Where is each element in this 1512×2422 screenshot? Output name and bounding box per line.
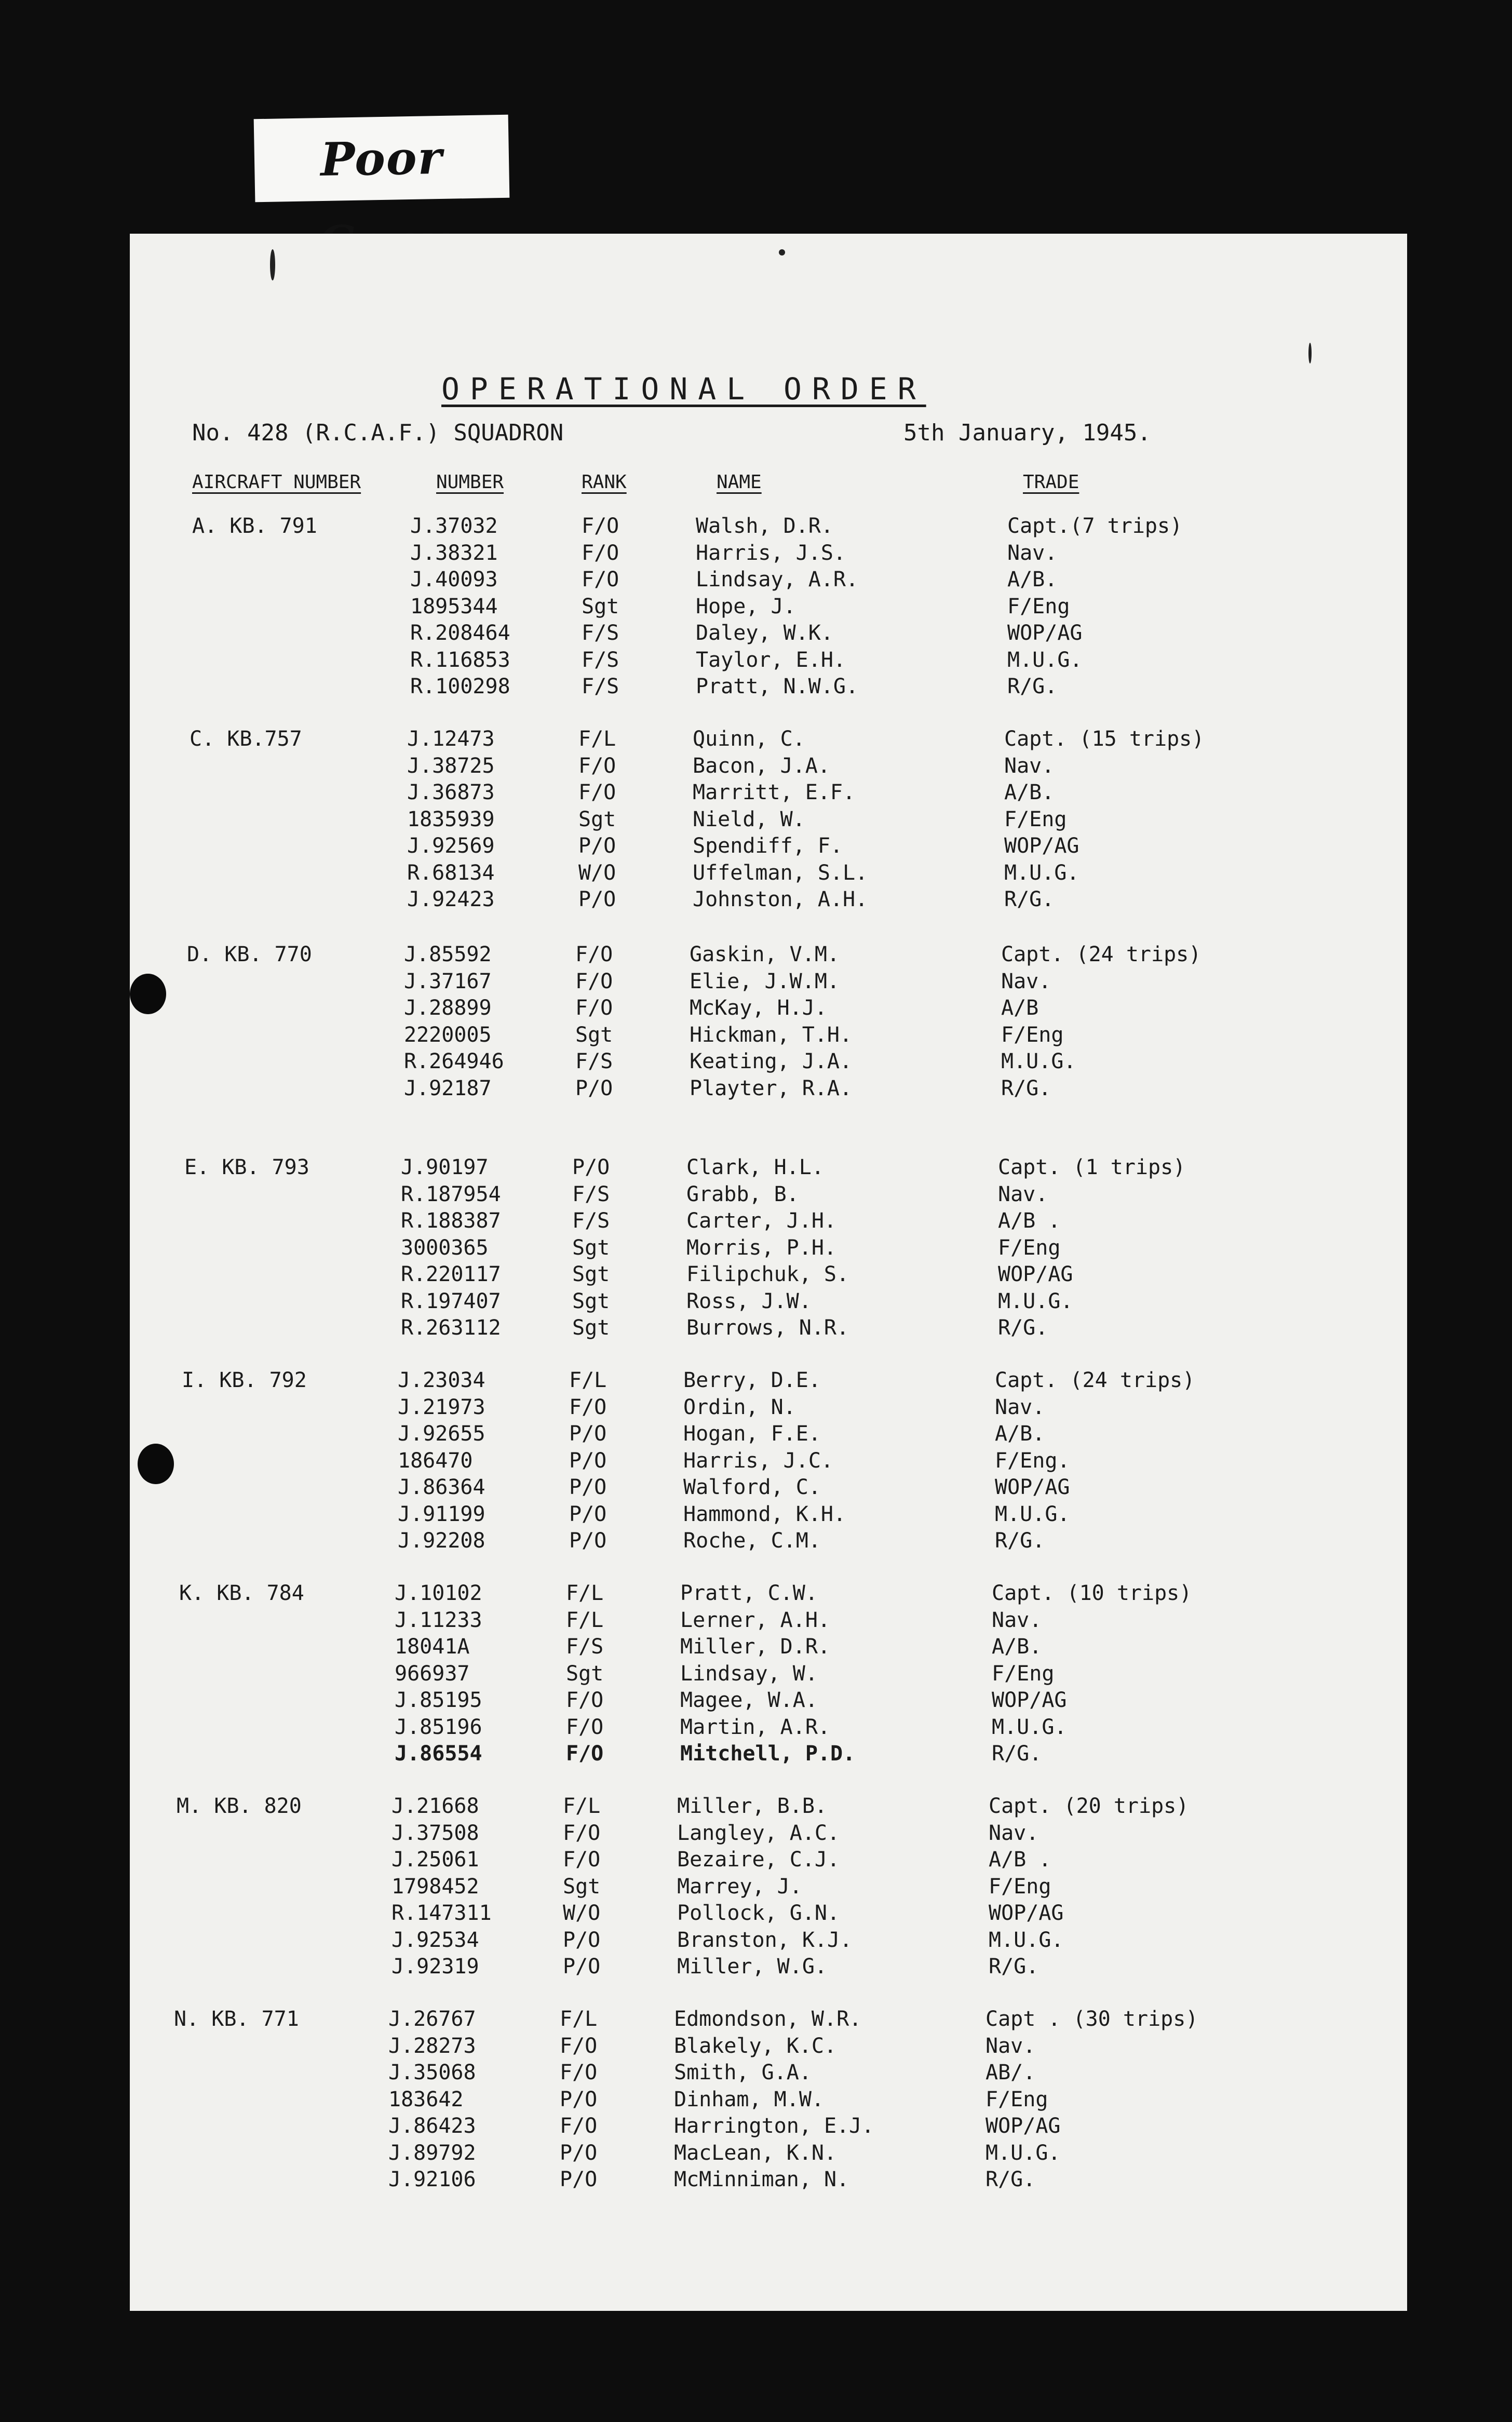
crew-number: R.264946 <box>404 1049 504 1073</box>
aircraft-number: K. KB. 784 <box>179 1581 304 1605</box>
crew-name: Miller, D.R. <box>680 1635 830 1659</box>
crew-rank: P/O <box>563 1955 601 1979</box>
crew-rank: W/O <box>563 1901 601 1925</box>
crew-member-row <box>130 781 1407 808</box>
crew-number: J.90197 <box>401 1155 489 1179</box>
header-trade: TRADE <box>1023 472 1079 493</box>
crew-trade: A/B. <box>1004 781 1055 804</box>
crew-name: Uffelman, S.L. <box>693 860 868 885</box>
crew-name: Pratt, C.W. <box>680 1581 818 1605</box>
crew-rank: Sgt <box>582 594 619 618</box>
crew-number: R.188387 <box>401 1209 501 1233</box>
crew-name: Pratt, N.W.G. <box>696 675 859 698</box>
crew-member-row <box>130 1875 1407 1902</box>
crew-number: J.38725 <box>407 753 495 778</box>
crew-rank: F/L <box>566 1581 604 1605</box>
crew-number: J.85196 <box>395 1715 482 1739</box>
crew-number: J.91199 <box>398 1502 485 1526</box>
crew-member-row <box>130 1289 1407 1316</box>
crew-rank: F/O <box>560 2034 598 2058</box>
crew-name: Blakely, K.C. <box>674 2034 837 2058</box>
header-name: NAME <box>717 472 762 493</box>
crew-member-row <box>130 727 1407 754</box>
crew-name: Johnston, A.H. <box>693 887 868 911</box>
crew-number: J.38321 <box>410 541 498 565</box>
crew-number: J.36873 <box>407 781 495 804</box>
crew-rank: P/O <box>569 1529 607 1553</box>
crew-number: R.68134 <box>407 860 495 885</box>
crew-name: Carter, J.H. <box>686 1209 836 1233</box>
crew-member-row <box>130 2034 1407 2061</box>
crew-trade: F/Eng <box>1007 594 1070 618</box>
crew-member-row <box>130 1821 1407 1848</box>
crew-number: J.92423 <box>407 887 495 911</box>
crew-rank: F/L <box>578 727 616 751</box>
crew-member-row <box>130 1715 1407 1742</box>
crew-rank: F/O <box>563 1821 601 1845</box>
crew-number: J.92534 <box>392 1928 479 1952</box>
crew-name: Hickman, T.H. <box>690 1022 853 1047</box>
crew-name: Ross, J.W. <box>686 1289 812 1313</box>
crew-rank: F/O <box>566 1688 604 1712</box>
crew-rank: P/O <box>560 2087 598 2111</box>
crew-rank: P/O <box>563 1928 601 1952</box>
crew-rank: P/O <box>578 887 616 911</box>
crew-number: 1835939 <box>407 807 495 831</box>
crew-number: J.35068 <box>388 2061 476 2084</box>
crew-name: Filipchuk, S. <box>686 1262 849 1286</box>
crew-rank: F/S <box>582 675 619 698</box>
crew-rank: P/O <box>569 1502 607 1526</box>
crew-name: Bezaire, C.J. <box>677 1848 840 1872</box>
crew-number: R.187954 <box>401 1182 501 1206</box>
crew-trade: WOP/AG <box>998 1262 1073 1286</box>
crew-name: Walford, C. <box>683 1475 821 1499</box>
crew-trade: F/Eng <box>986 2087 1048 2111</box>
crew-trade: M.U.G. <box>986 2141 1061 2165</box>
crew-name: Daley, W.K. <box>696 621 833 645</box>
crew-name: Magee, W.A. <box>680 1688 818 1712</box>
crew-trade: Nav. <box>995 1395 1045 1419</box>
crew-rank: Sgt <box>566 1661 604 1686</box>
crew-rank: F/O <box>560 2061 598 2084</box>
crew-trade: Nav. <box>1007 541 1058 565</box>
crew-rank: F/S <box>582 621 619 645</box>
crew-number: J.21973 <box>398 1395 485 1419</box>
crew-number: R.100298 <box>410 675 510 698</box>
crew-number: 186470 <box>398 1448 473 1473</box>
crew-member-row <box>130 1848 1407 1875</box>
crew-member-row <box>130 2088 1407 2115</box>
crew-rank: F/O <box>560 2114 598 2138</box>
crew-name: Berry, D.E. <box>683 1368 821 1392</box>
crew-name: McKay, H.J. <box>690 996 827 1020</box>
crew-member-row <box>130 1049 1407 1077</box>
crew-name: Branston, K.J. <box>677 1928 853 1952</box>
crew-member-row <box>130 834 1407 861</box>
crew-number: J.26767 <box>388 2007 476 2031</box>
crew-trade: WOP/AG <box>1004 834 1079 858</box>
crew-trade: A/B. <box>1007 568 1058 591</box>
crew-name: Lindsay, A.R. <box>696 568 859 591</box>
crew-number: 3000365 <box>401 1235 489 1260</box>
squadron-line: No. 428 (R.C.A.F.) SQUADRON <box>192 420 564 446</box>
crew-trade: R/G. <box>995 1529 1045 1553</box>
crew-name: Marrey, J. <box>677 1874 802 1899</box>
crew-member-row <box>130 1928 1407 1955</box>
crew-name: Dinham, M.W. <box>674 2087 824 2111</box>
crew-trade: M.U.G. <box>1004 860 1079 885</box>
crew-name: Lindsay, W. <box>680 1661 818 1686</box>
crew-number: R.197407 <box>401 1289 501 1313</box>
crew-name: Nield, W. <box>693 807 805 831</box>
crew-number: J.37167 <box>404 969 492 993</box>
crew-name: MacLean, K.N. <box>674 2141 837 2165</box>
aircraft-number: C. KB.757 <box>190 727 302 751</box>
crew-name: Taylor, E.H. <box>696 648 846 672</box>
crew-trade: Capt. (1 trips) <box>998 1155 1186 1179</box>
crew-trade: F/Eng. <box>995 1448 1070 1473</box>
crew-name: Clark, H.L. <box>686 1155 824 1179</box>
crew-name: Spendiff, F. <box>693 834 843 858</box>
crew-trade: WOP/AG <box>992 1688 1067 1712</box>
crew-trade: Capt. (20 trips) <box>989 1794 1189 1818</box>
crew-number: J.86423 <box>388 2114 476 2138</box>
crew-rank: F/L <box>566 1608 604 1632</box>
crew-rank: P/O <box>569 1422 607 1446</box>
crew-member-row <box>130 1023 1407 1050</box>
crew-number: J.12473 <box>407 727 495 751</box>
crew-number: 1798452 <box>392 1874 479 1899</box>
poor-copy-label: Poor <box>254 115 510 203</box>
crew-rank: F/O <box>566 1742 604 1766</box>
crew-name: Edmondson, W.R. <box>674 2007 862 2031</box>
crew-trade: F/Eng <box>989 1874 1051 1899</box>
crew-member-row <box>130 675 1407 702</box>
crew-trade: A/B . <box>989 1848 1051 1872</box>
crew-member-row <box>130 754 1407 781</box>
crew-trade: WOP/AG <box>989 1901 1064 1925</box>
crew-trade: F/Eng <box>1004 807 1067 831</box>
crew-number: J.92208 <box>398 1529 485 1553</box>
crew-member-row <box>130 1182 1407 1209</box>
crew-member-row <box>130 2141 1407 2168</box>
crew-rank: P/O <box>572 1155 610 1179</box>
crew-name: Hammond, K.H. <box>683 1502 846 1526</box>
crew-trade: F/Eng <box>992 1661 1055 1686</box>
crew-name: Langley, A.C. <box>677 1821 840 1845</box>
crew-trade: R/G. <box>998 1316 1048 1340</box>
aircraft-number: M. KB. 820 <box>177 1794 302 1818</box>
crew-number: J.92106 <box>388 2168 476 2191</box>
crew-trade: R/G. <box>992 1742 1042 1766</box>
crew-member-row <box>130 1662 1407 1689</box>
crew-member-row <box>130 1581 1407 1608</box>
crew-rank: Sgt <box>578 807 616 831</box>
crew-member-row <box>130 1262 1407 1289</box>
crew-member-row <box>130 970 1407 997</box>
crew-rank: P/O <box>560 2141 598 2165</box>
crew-member-row <box>130 595 1407 622</box>
crew-member-row <box>130 2061 1407 2088</box>
crew-trade: A/B <box>1001 996 1039 1020</box>
crew-rank: F/S <box>575 1049 613 1073</box>
crew-member-row <box>130 648 1407 675</box>
crew-member-row <box>130 1395 1407 1422</box>
crew-number: R.116853 <box>410 648 510 672</box>
crew-rank: F/S <box>572 1209 610 1233</box>
crew-number: R.208464 <box>410 621 510 645</box>
crew-rank: P/O <box>569 1475 607 1499</box>
crew-name: Bacon, J.A. <box>693 753 830 778</box>
crew-trade: Capt. (10 trips) <box>992 1581 1192 1605</box>
crew-trade: A/B. <box>995 1422 1045 1446</box>
punch-hole <box>130 974 166 1014</box>
crew-member-row <box>130 1449 1407 1476</box>
crew-rank: F/O <box>563 1848 601 1872</box>
crew-number: J.21668 <box>392 1794 479 1818</box>
crew-trade: Capt. (24 trips) <box>995 1368 1195 1392</box>
crew-number: J.40093 <box>410 568 498 591</box>
crew-trade: Nav. <box>998 1182 1048 1206</box>
header-rank: RANK <box>582 472 627 493</box>
crew-trade: M.U.G. <box>992 1715 1067 1739</box>
crew-member-row <box>130 1316 1407 1343</box>
crew-trade: WOP/AG <box>986 2114 1061 2138</box>
crew-name: Burrows, N.R. <box>686 1316 849 1340</box>
aircraft-number: A. KB. 791 <box>192 514 317 538</box>
crew-rank: F/O <box>582 541 619 565</box>
crew-member-row <box>130 1529 1407 1556</box>
crew-number: J.28273 <box>388 2034 476 2058</box>
crew-number: J.92187 <box>404 1076 492 1100</box>
aircraft-number: I. KB. 792 <box>182 1368 307 1392</box>
crew-name: Pollock, G.N. <box>677 1901 840 1925</box>
crew-rank: F/O <box>575 996 613 1020</box>
crew-rank: F/O <box>578 781 616 804</box>
crew-trade: F/Eng <box>1001 1022 1064 1047</box>
crew-name: Quinn, C. <box>693 727 805 751</box>
crew-rank: F/L <box>560 2007 598 2031</box>
crew-member-row <box>130 861 1407 888</box>
crew-member-row <box>130 1502 1407 1529</box>
crew-name: Hope, J. <box>696 594 796 618</box>
ink-mark <box>270 249 275 280</box>
crew-member-row <box>130 887 1407 914</box>
crew-rank: F/L <box>569 1368 607 1392</box>
crew-number: J.92655 <box>398 1422 485 1446</box>
crew-number: R.263112 <box>401 1316 501 1340</box>
crew-member-row <box>130 1236 1407 1263</box>
crew-number: J.28899 <box>404 996 492 1020</box>
crew-member-row <box>130 2168 1407 2195</box>
crew-trade: Nav. <box>1001 969 1051 993</box>
crew-trade: Capt. (15 trips) <box>1004 727 1205 751</box>
crew-name: Roche, C.M. <box>683 1529 821 1553</box>
crew-member-row <box>130 2114 1407 2141</box>
crew-rank: F/O <box>569 1395 607 1419</box>
crew-name: Ordin, N. <box>683 1395 796 1419</box>
crew-trade: R/G. <box>1004 887 1055 911</box>
punch-hole <box>138 1444 174 1484</box>
crew-member-row <box>130 1794 1407 1821</box>
crew-rank: Sgt <box>572 1262 610 1286</box>
crew-rank: P/O <box>560 2168 598 2191</box>
crew-member-row <box>130 2007 1407 2034</box>
crew-name: Miller, B.B. <box>677 1794 827 1818</box>
aircraft-number: E. KB. 793 <box>184 1155 309 1179</box>
crew-member-row <box>130 1742 1407 1769</box>
crew-trade: A/B. <box>992 1635 1042 1659</box>
crew-name: Martin, A.R. <box>680 1715 830 1739</box>
crew-trade: M.U.G. <box>989 1928 1064 1952</box>
crew-rank: Sgt <box>572 1235 610 1260</box>
crew-rank: F/O <box>575 943 613 966</box>
crew-rank: Sgt <box>572 1316 610 1340</box>
crew-number: J.85592 <box>404 943 492 966</box>
crew-member-row <box>130 1475 1407 1502</box>
crew-name: Harrington, E.J. <box>674 2114 874 2138</box>
crew-trade: F/Eng <box>998 1235 1061 1260</box>
crew-number: 966937 <box>395 1661 470 1686</box>
crew-number: J.89792 <box>388 2141 476 2165</box>
crew-number: 18041A <box>395 1635 470 1659</box>
crew-member-row <box>130 1368 1407 1395</box>
crew-member-row <box>130 1422 1407 1449</box>
aircraft-number: D. KB. 770 <box>187 943 312 966</box>
crew-number: J.92319 <box>392 1955 479 1979</box>
crew-member-row <box>130 568 1407 595</box>
ink-mark <box>1308 343 1312 364</box>
crew-trade: M.U.G. <box>995 1502 1070 1526</box>
crew-trade: Capt . (30 trips) <box>986 2007 1198 2031</box>
crew-trade: R/G. <box>986 2168 1036 2191</box>
crew-name: Harris, J.S. <box>696 541 846 565</box>
crew-trade: WOP/AG <box>995 1475 1070 1499</box>
crew-member-row <box>130 1901 1407 1928</box>
crew-name: Keating, J.A. <box>690 1049 853 1073</box>
header-number: NUMBER <box>436 472 504 493</box>
crew-number: J.11233 <box>395 1608 482 1632</box>
crew-name: Lerner, A.H. <box>680 1608 830 1632</box>
crew-name: Miller, W.G. <box>677 1955 827 1979</box>
crew-member-row <box>130 1077 1407 1104</box>
crew-name: Playter, R.A. <box>690 1076 853 1100</box>
crew-member-row <box>130 1608 1407 1635</box>
crew-member-row <box>130 541 1407 568</box>
crew-name: Harris, J.C. <box>683 1448 833 1473</box>
crew-rank: F/O <box>578 753 616 778</box>
crew-rank: Sgt <box>572 1289 610 1313</box>
crew-member-row <box>130 1635 1407 1662</box>
crew-trade: R/G. <box>1007 675 1058 698</box>
crew-trade: R/G. <box>1001 1076 1051 1100</box>
header-aircraft: AIRCRAFT NUMBER <box>192 472 361 493</box>
crew-name: Gaskin, V.M. <box>690 943 840 966</box>
crew-member-row <box>130 996 1407 1023</box>
crew-rank: Sgt <box>575 1022 613 1047</box>
crew-number: J.86364 <box>398 1475 485 1499</box>
crew-number: J.10102 <box>395 1581 482 1605</box>
crew-rank: F/S <box>582 648 619 672</box>
crew-rank: W/O <box>578 860 616 885</box>
crew-rank: F/O <box>582 514 619 538</box>
ink-mark <box>779 249 785 255</box>
crew-member-row <box>130 1688 1407 1715</box>
operational-order-page <box>130 234 1407 2311</box>
crew-member-row <box>130 808 1407 835</box>
crew-member-row <box>130 514 1407 541</box>
crew-rank: F/S <box>566 1635 604 1659</box>
crew-rank: F/L <box>563 1794 601 1818</box>
crew-rank: F/O <box>582 568 619 591</box>
crew-number: J.85195 <box>395 1688 482 1712</box>
crew-name: Mitchell, P.D. <box>680 1742 856 1766</box>
crew-trade: Nav. <box>989 1821 1039 1845</box>
crew-member-row <box>130 943 1407 970</box>
crew-number: 1895344 <box>410 594 498 618</box>
crew-trade: Capt. (24 trips) <box>1001 943 1202 966</box>
crew-trade: AB/. <box>986 2061 1036 2084</box>
crew-number: R.147311 <box>392 1901 492 1925</box>
crew-number: R.220117 <box>401 1262 501 1286</box>
crew-number: J.92569 <box>407 834 495 858</box>
crew-trade: M.U.G. <box>1007 648 1083 672</box>
crew-name: Elie, J.W.M. <box>690 969 840 993</box>
crew-number: J.23034 <box>398 1368 485 1392</box>
document-title: OPERATIONAL ORDER <box>441 371 926 407</box>
document-date: 5th January, 1945. <box>903 420 1151 446</box>
crew-name: Grabb, B. <box>686 1182 799 1206</box>
crew-trade: Nav. <box>1004 753 1055 778</box>
crew-member-row <box>130 1209 1407 1236</box>
crew-trade: Nav. <box>986 2034 1036 2058</box>
crew-number: 2220005 <box>404 1022 492 1047</box>
crew-rank: P/O <box>578 834 616 858</box>
crew-member-row <box>130 1155 1407 1182</box>
crew-name: Morris, P.H. <box>686 1235 836 1260</box>
crew-trade: M.U.G. <box>1001 1049 1076 1073</box>
aircraft-number: N. KB. 771 <box>174 2007 299 2031</box>
crew-trade: M.U.G. <box>998 1289 1073 1313</box>
crew-number: J.37508 <box>392 1821 479 1845</box>
crew-trade: WOP/AG <box>1007 621 1083 645</box>
crew-rank: F/S <box>572 1182 610 1206</box>
crew-number: 183642 <box>388 2087 464 2111</box>
crew-rank: F/O <box>575 969 613 993</box>
crew-number: J.86554 <box>395 1742 482 1766</box>
crew-name: McMinniman, N. <box>674 2168 849 2191</box>
crew-trade: Capt.(7 trips) <box>1007 514 1183 538</box>
crew-trade: Nav. <box>992 1608 1042 1632</box>
crew-number: J.37032 <box>410 514 498 538</box>
crew-rank: P/O <box>575 1076 613 1100</box>
crew-name: Marritt, E.F. <box>693 781 856 804</box>
crew-trade: R/G. <box>989 1955 1039 1979</box>
crew-number: J.25061 <box>392 1848 479 1872</box>
crew-rank: P/O <box>569 1448 607 1473</box>
crew-member-row <box>130 1955 1407 1982</box>
crew-rank: F/O <box>566 1715 604 1739</box>
crew-trade: A/B . <box>998 1209 1061 1233</box>
crew-member-row <box>130 621 1407 648</box>
crew-name: Smith, G.A. <box>674 2061 812 2084</box>
crew-name: Walsh, D.R. <box>696 514 833 538</box>
crew-rank: Sgt <box>563 1874 601 1899</box>
crew-name: Hogan, F.E. <box>683 1422 821 1446</box>
